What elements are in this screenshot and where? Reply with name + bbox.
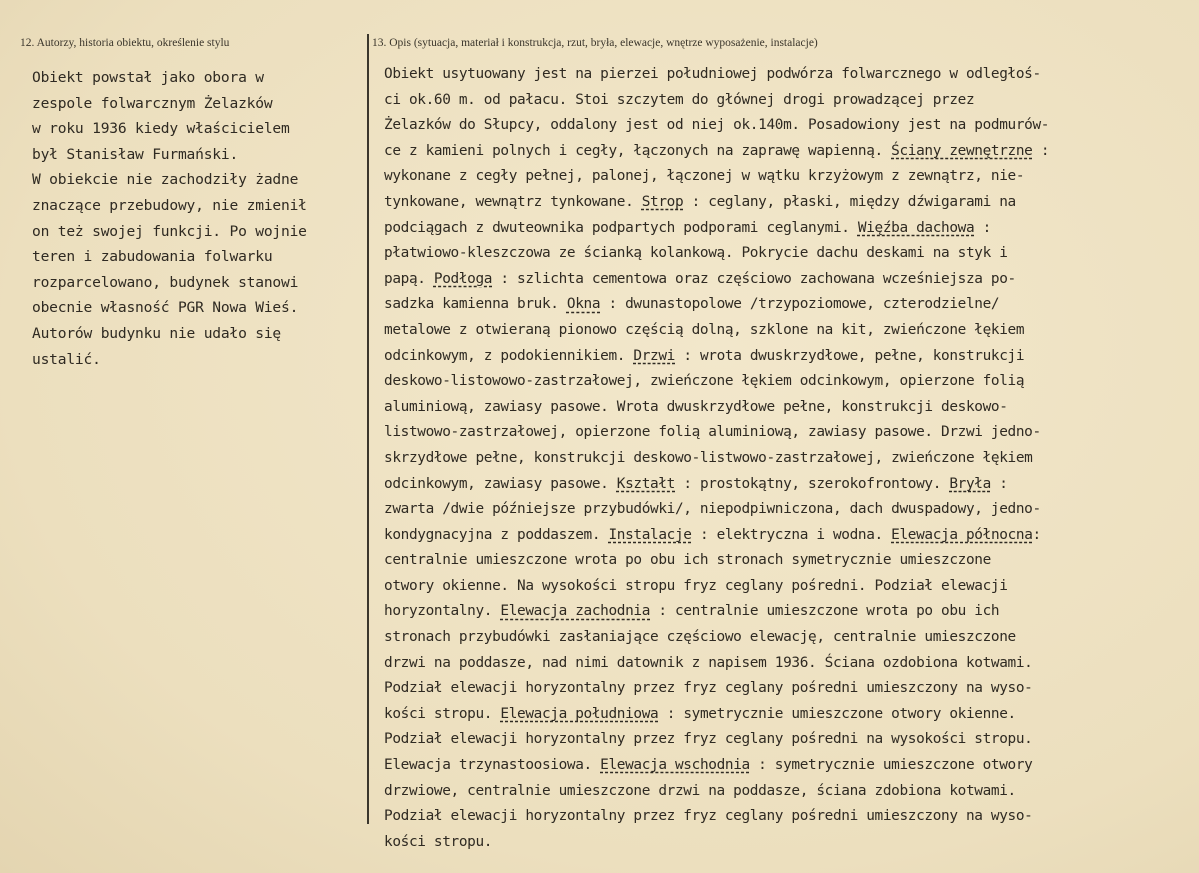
subheading-label: Okna xyxy=(566,296,601,313)
text-segment: płatwiowo-kleszczowa ze ścianką kolankową. Pokrycie dachu deskami na styk i xyxy=(384,245,1008,262)
text-segment: Obiekt usytuowany jest na pierzei południowej podwórza folwarcznego w odległoś- xyxy=(384,66,1041,82)
text-segment: otwory okienne. Na wysokości stropu fryz ceglany pośredni. Podział elewacji xyxy=(384,577,1008,594)
text-line xyxy=(384,420,1049,446)
text-line xyxy=(384,216,1049,242)
text-line xyxy=(384,702,1049,728)
text-segment: deskowo-listowowo-zastrzałowej, zwieńczone łękiem odcinkowym, opierzone folią xyxy=(384,373,1025,390)
subheading-label: Elewacja południowa xyxy=(500,705,659,722)
text-line: W obiekcie nie zachodziły żadne xyxy=(32,171,299,189)
text-line: w roku 1936 kiedy właścicielem xyxy=(32,120,290,138)
section-13-heading: 13. Opis (sytuacja, materiał i konstrukcja, rzut, bryła, elewacje, wnętrze wyposażenie, instalacje) xyxy=(372,37,818,49)
text-segment: zwarta /dwie późniejsze przybudówki/, niepodpiwniczona, dach dwuspadowy, jedno- xyxy=(384,501,1041,518)
text-line: rozparcelowano, budynek stanowi xyxy=(32,273,299,291)
section-authors-history xyxy=(0,0,368,873)
text-segment: odcinkowym, zawiasy pasowe. xyxy=(384,475,617,492)
text-segment: : symetrycznie umieszczone otwory okienne. xyxy=(658,705,1016,722)
text-segment: : szlichta cementowa oraz częściowo zachowana wcześniejsza po- xyxy=(492,270,1016,287)
text-line xyxy=(384,369,1049,395)
text-line xyxy=(384,139,1049,165)
text-segment: tynkowane, wewnątrz tynkowane. xyxy=(384,193,642,210)
text-line xyxy=(384,395,1049,421)
text-segment: kondygnacyjna z poddaszem. xyxy=(384,526,609,543)
subheading-label: Bryła xyxy=(949,475,991,492)
text-line: ustalić. xyxy=(32,350,101,368)
text-segment: podciągach z dwuteownika podpartych podporami ceglanymi. xyxy=(384,219,858,236)
text-line: zespole folwarcznym Żelazków xyxy=(32,94,273,112)
text-segment: metalowe z otwieraną pionowo częścią dolną, szklone na kit, zwieńczone łękiem xyxy=(384,321,1025,338)
text-segment: sadzka kamienna bruk. xyxy=(384,296,567,313)
subheading-label: Strop xyxy=(641,193,684,210)
text-line xyxy=(384,190,1049,216)
authors-history-text xyxy=(32,65,307,372)
text-line xyxy=(384,267,1049,293)
text-line xyxy=(384,497,1049,523)
text-line xyxy=(384,292,1049,318)
text-line xyxy=(384,523,1049,549)
subheading-label: Podłoga xyxy=(433,270,493,287)
text-line xyxy=(384,548,1049,574)
text-line xyxy=(384,804,1049,830)
text-line xyxy=(384,651,1049,677)
text-segment: : xyxy=(1032,526,1041,543)
text-line xyxy=(384,574,1049,600)
text-line: on też swojej funkcji. Po wojnie xyxy=(32,222,307,240)
text-segment: : xyxy=(1032,142,1050,159)
text-line xyxy=(384,446,1049,472)
text-segment: : elektryczna i wodna. xyxy=(691,526,892,543)
text-line xyxy=(384,344,1049,370)
text-segment: Podział elewacji horyzontalny przez fryz ceglany pośredni umieszczony na wyso- xyxy=(384,808,1033,825)
text-segment: : dwunastopolowe /trzypoziomowe, czterodzielne/ xyxy=(600,296,1000,313)
text-line xyxy=(384,830,1049,856)
subheading-label: Ściany zewnętrzne xyxy=(891,142,1033,159)
text-line xyxy=(384,472,1049,498)
text-line xyxy=(384,779,1049,805)
text-line: obecnie własność PGR Nowa Wieś. xyxy=(32,299,299,317)
subheading-label: Instalacje xyxy=(608,526,692,543)
text-segment: ce z kamieni polnych i cegły, łączonych na zaprawę wapienną. xyxy=(384,142,892,159)
subheading-label: Kształt xyxy=(616,475,675,492)
text-segment: centralnie umieszczone wrota po obu ich stronach symetrycznie umieszczone xyxy=(384,552,991,569)
text-segment: wykonane z cegły pełnej, palonej, łączonej w wątku krzyżowym z zewnątrz, nie- xyxy=(384,168,1025,185)
text-line: był Stanisław Furmański. xyxy=(32,145,239,163)
text-segment: : wrota dwuskrzydłowe, pełne, konstrukcji xyxy=(675,347,1025,364)
text-segment: kości stropu. xyxy=(384,705,501,722)
text-segment: Podział elewacji horyzontalny przez fryz ceglany pośredni umieszczony na wyso- xyxy=(384,680,1033,697)
text-line xyxy=(384,113,1049,139)
text-segment: drzwiowe, centralnie umieszczone drzwi na poddasze, ściana zdobiona kotwami. xyxy=(384,782,1016,799)
section-12-heading: 12. Autorzy, historia obiektu, określenie stylu xyxy=(20,37,230,49)
subheading-label: Elewacja zachodnia xyxy=(500,603,651,620)
subheading-label: Elewacja wschodnia xyxy=(600,757,750,774)
text-segment: listwowo-zastrzałowej, opierzone folią aluminiową, zawiasy pasowe. Drzwi jedno- xyxy=(384,424,1041,441)
text-line xyxy=(384,676,1049,702)
text-segment: : xyxy=(974,219,991,236)
subheading-label: Elewacja północna xyxy=(891,526,1033,543)
text-segment: drzwi na poddasze, nad nimi datownik z napisem 1936. Ściana ozdobiona kotwami. xyxy=(384,654,1033,671)
text-line: znaczące przebudowy, nie zmienił xyxy=(32,196,307,214)
text-line: teren i zabudowania folwarku xyxy=(32,248,273,266)
text-line xyxy=(384,599,1049,625)
text-line xyxy=(384,318,1049,344)
text-segment: stronach przybudówki zasłaniające częściowo elewację, centralnie umieszczone xyxy=(384,629,1016,646)
text-line xyxy=(384,164,1049,190)
text-segment: : xyxy=(990,475,1008,492)
text-line xyxy=(384,62,1049,88)
text-segment: : symetrycznie umieszczone otwory xyxy=(749,757,1033,774)
subheading-label: Drzwi xyxy=(633,347,675,364)
text-segment: Żelazków do Słupcy, oddalony jest od niej ok.140m. Posadowiony jest na podmurów- xyxy=(384,117,1050,134)
text-segment: ci ok.60 m. od pałacu. Stoi szczytem do głównej drogi prowadzącej przez xyxy=(384,91,975,108)
text-segment: Elewacja trzynastoosiowa. xyxy=(384,757,601,774)
text-line: Autorów budynku nie udało się xyxy=(32,324,281,342)
text-line xyxy=(384,727,1049,753)
text-line: Obiekt powstał jako obora w xyxy=(32,69,264,86)
text-line xyxy=(384,625,1049,651)
text-segment: horyzontalny. xyxy=(384,603,501,620)
text-segment: kości stropu. xyxy=(384,833,493,850)
text-line xyxy=(384,753,1049,779)
text-line xyxy=(384,241,1049,267)
text-segment: : centralnie umieszczone wrota po obu ich xyxy=(650,603,1000,620)
subheading-label: Więźba dachowa xyxy=(857,219,975,236)
text-segment: Podział elewacji horyzontalny przez fryz ceglany pośredni na wysokości stropu. xyxy=(384,731,1033,748)
description-text xyxy=(384,62,1049,855)
text-line xyxy=(384,88,1049,114)
section-description xyxy=(372,0,1194,873)
text-segment: : prostokątny, szerokofrontowy. xyxy=(675,475,950,492)
column-divider xyxy=(367,34,369,824)
text-segment: odcinkowym, z podokiennikiem. xyxy=(384,347,634,364)
text-segment: skrzydłowe pełne, konstrukcji deskowo-listwowo-zastrzałowej, zwieńczone łękiem xyxy=(384,449,1033,466)
text-segment: aluminiową, zawiasy pasowe. Wrota dwuskrzydłowe pełne, konstrukcji deskowo- xyxy=(384,398,1008,415)
text-segment: : ceglany, płaski, między dźwigarami na xyxy=(683,193,1016,210)
text-segment: papą. xyxy=(384,270,434,287)
